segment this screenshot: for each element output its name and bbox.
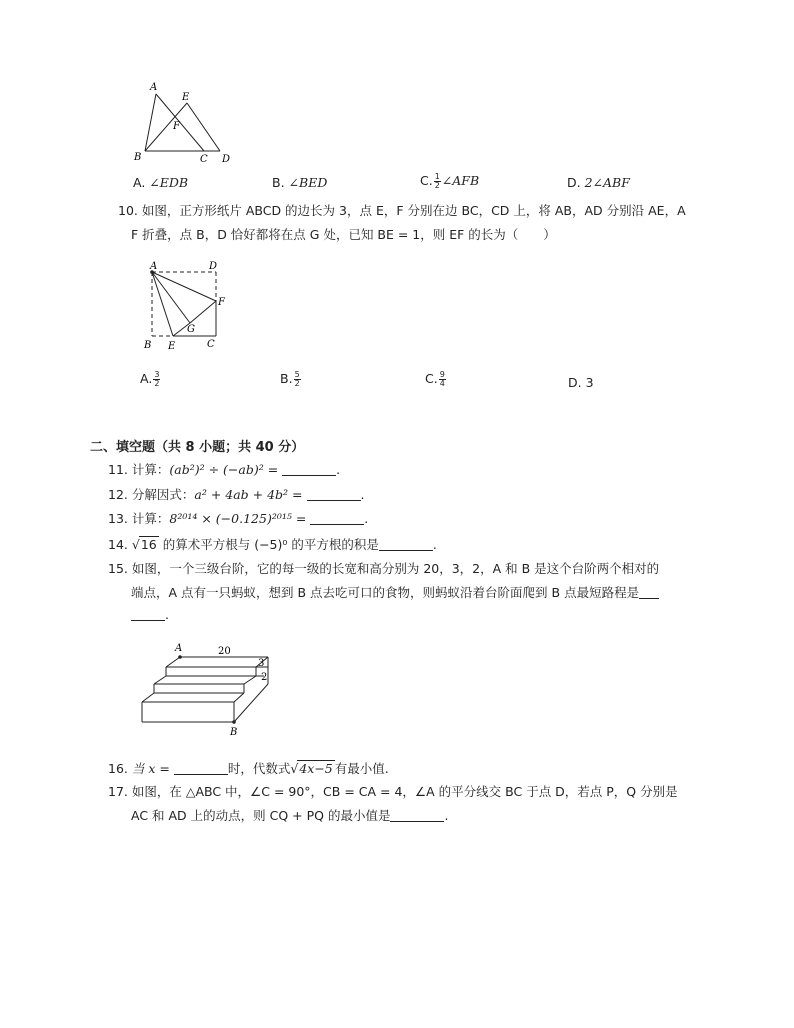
q12-answer-blank[interactable] — [307, 488, 361, 501]
q9-option-c[interactable]: C. $\frac{1}{2}$ ∠AFB — [420, 172, 480, 190]
q10-option-b[interactable]: B. $\frac{5}{2}$ — [280, 370, 300, 388]
q16-sqrt-sign: √ — [290, 761, 299, 776]
q13-answer-blank[interactable] — [310, 512, 364, 525]
q14-sqrt-sign: √ — [131, 537, 140, 552]
q9-label-C: C — [200, 154, 208, 165]
q15-answer-blank-part1[interactable] — [639, 586, 659, 599]
q9-seg-ED — [187, 103, 220, 151]
q10-label-B: B — [144, 340, 152, 351]
q10-seg-GF — [190, 301, 216, 323]
q10-label-A: A — [150, 261, 158, 272]
q16-answer-blank[interactable] — [174, 762, 228, 775]
q15-text-line1: 15. 如图，一个三级台阶，它的每一级的长宽和高分别为 20，3，2，A 和 B 是这个台阶两个相对的 — [108, 561, 660, 576]
q10-label-C: C — [207, 339, 215, 350]
q10-label-D: D — [209, 261, 218, 272]
q9-seg-BE — [145, 103, 187, 151]
q15-text-line2: 端点，A 点有一只蚂蚁，想到 B 点去吃可口的食物，则蚂蚁沿着台阶面爬到 B 点最短路程是 — [131, 585, 659, 601]
q10-option-a[interactable]: A. $\frac{3}{2}$ — [140, 370, 160, 388]
q10-label-G: G — [187, 324, 195, 335]
stair-label-2: 2 — [261, 672, 268, 683]
q14-answer-blank[interactable] — [379, 538, 433, 551]
q10-label-E: E — [168, 341, 176, 352]
q16-radicand: 4x−5 — [299, 761, 333, 776]
q9-label-A: A — [150, 82, 158, 93]
stair-point-B — [232, 720, 236, 724]
stair-label-A: A — [175, 643, 183, 654]
q14: 14. √16 的算术平方根与 (−5)⁰ 的平方根的积是 . — [108, 537, 437, 552]
stair-step2-diag — [154, 676, 166, 684]
q9-label-B: B — [134, 152, 142, 163]
q9-option-c-fraction: $\frac{1}{2}$ — [434, 172, 440, 190]
q9-seg-AC — [156, 94, 204, 151]
q9-label-D: D — [222, 154, 231, 165]
q10-seg-AE — [152, 272, 173, 336]
q15-text-line3: . — [131, 607, 169, 623]
q10-option-d[interactable]: D. 3 — [568, 375, 594, 390]
q10-seg-AF — [152, 272, 216, 301]
q17-answer-blank[interactable] — [390, 809, 444, 822]
q10-option-c[interactable]: C. $\frac{9}{4}$ — [425, 370, 445, 388]
q11: 11. 计算：(ab²)² ÷ (−ab)² = . — [108, 462, 341, 477]
stair-back-slope — [234, 684, 268, 722]
q10-option-b-fraction: $\frac{5}{2}$ — [294, 370, 300, 388]
q10-option-a-fraction: $\frac{3}{2}$ — [154, 370, 160, 388]
q17-text-line1: 17. 如图，在 △ABC 中，∠C = 90°，CB = CA = 4，∠A 的平分线交 BC 于点 D，若点 P，Q 分别是 — [108, 784, 678, 799]
q15-staircase-figure — [134, 640, 284, 738]
q9-figure — [128, 78, 238, 166]
stair-label-20: 20 — [218, 646, 231, 657]
q17-text-line2: AC 和 AD 上的动点，则 CQ + PQ 的最小值是 . — [131, 808, 449, 823]
stair-step1-diag — [166, 657, 180, 667]
q10-text-line2: F 折叠，点 B，D 恰好都将在点 G 处，已知 BE = 1，则 EF 的长为（ ） — [131, 227, 556, 242]
q14-radicand: 16 — [140, 537, 157, 552]
q15-answer-blank-part2[interactable] — [131, 608, 165, 621]
q10-text-line1: 10. 如图，正方形纸片 ABCD 的边长为 3，点 E，F 分别在边 BC，CD 上，将 AB，AD 分别沿 AE，A — [118, 203, 686, 218]
q10-figure — [140, 258, 232, 354]
q12: 12. 分解因式：a² + 4ab + 4b² = . — [108, 487, 365, 502]
q9-option-a[interactable]: A. ∠EDB — [133, 175, 189, 190]
stair-step3-diag — [142, 693, 154, 702]
q9-option-d[interactable]: D. 2∠ABF — [567, 175, 630, 190]
section-title-fill-in: 二、填空题（共 8 小题；共 40 分） — [90, 440, 305, 455]
q11-answer-blank[interactable] — [282, 463, 336, 476]
stair-right-diag3 — [234, 693, 244, 702]
stair-right-diag2 — [244, 676, 256, 684]
q9-option-b[interactable]: B. ∠BED — [272, 175, 328, 190]
stair-label-B: B — [230, 727, 238, 738]
q16: 16. 当 x = 时，代数式√4x−5 有最小值. — [108, 761, 389, 776]
stair-point-A — [178, 655, 182, 659]
q10-option-c-fraction: $\frac{9}{4}$ — [439, 370, 445, 388]
q9-seg-BA — [145, 94, 156, 151]
q13: 13. 计算：8²⁰¹⁴ × (−0.125)²⁰¹⁵ = . — [108, 511, 369, 526]
stair-label-3: 3 — [258, 658, 265, 669]
q10-label-F: F — [218, 297, 225, 308]
q10-seg-AG — [152, 272, 190, 323]
q9-label-E: E — [182, 92, 190, 103]
q9-label-F: F — [173, 121, 180, 132]
